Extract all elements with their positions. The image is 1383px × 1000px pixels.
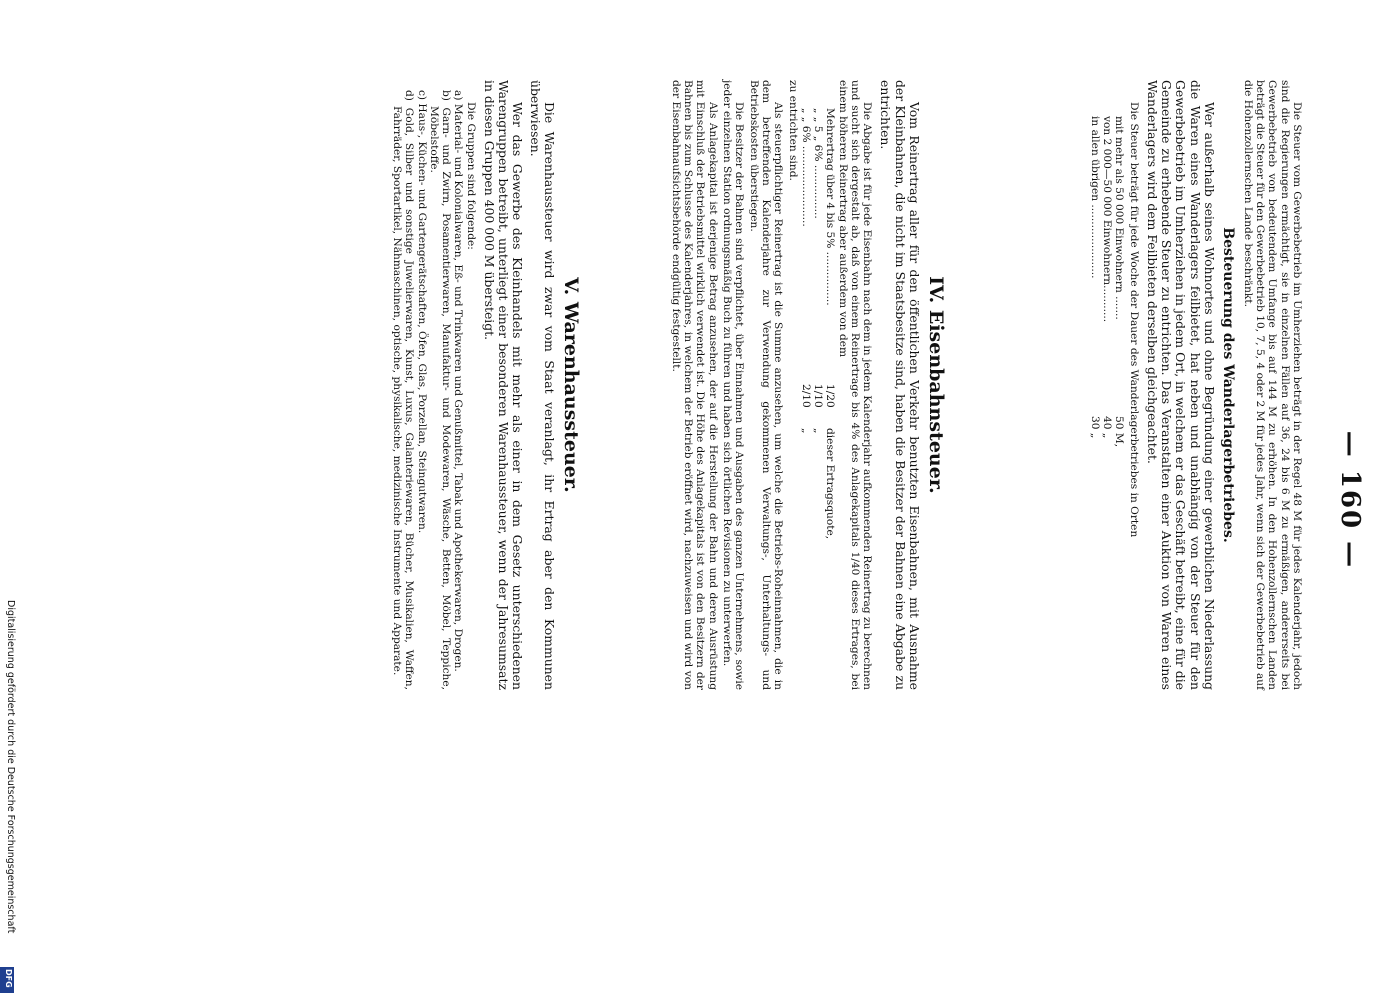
rail-rate-row: [799, 108, 811, 578]
rail-rate-value: 2/10: [799, 384, 812, 408]
credit-text: Digitalisierung gefördert durch die Deutsche Forschungsgemeinschaft: [5, 600, 16, 934]
wander-rate-table: [1089, 80, 1126, 476]
wander-rate-value: 40 „: [1101, 416, 1114, 439]
kauf-section: [391, 80, 582, 690]
rail-rate-label: Mehrertrag über 4 bis 5% ................: [824, 108, 837, 306]
rail-rate-tail: „: [812, 428, 824, 434]
wander-paragraph: Wer außerhalb seines Wohnortes und ohne Begründung einer gewerblichen Niederlassung die Waren eines Wanderlagers feilbietet, hat neben und unabhängig von der Steuer für den Gewerbebetrieb im Umherziehen in jedem Ort, in welchem er das Geschäft betreibt, eine für die Gemeinde zu erhebende Steuer zu entrichten. Das Veranstalten einer Auktion von Waren eines Wanderlagers wird dem Feilbieten derselben gleichgeachtet.: [1144, 80, 1217, 690]
rail-small-3: Als steuerpflichtiger Reinertrag ist die Summe anzusehen, um welche die Betriebs-Roheinnahmen, die in dem betreffenden Kalenderjahre zur Verwendung gekommenen Verwaltungs-, Unterhaltungs- und Betriebskosten überstiegen.: [747, 80, 785, 690]
wander-heading: Besteuerung des Wanderlagerbetriebes.: [1220, 227, 1236, 543]
wander-rate-value: 50 M,: [1113, 416, 1126, 448]
rail-rate-tail: „: [799, 428, 812, 434]
rail-small-5: Als Anlagekapital ist derjenige Betrag anzusehen, der auf die Herstellung der Bahn und deren Ausrüstung mit Einschluß der Betriebsmittel wirklich verwendet ist. Die Höhe des Anlagekapitals ist von den Besitzern der Bahnen bis zum Schlusse des Kalenderjahres, in welchem der Betrieb eröffnet wird, nachzuweisen und wird von der Eisenbahnaufsichtsbehörde endgültig festgestellt.: [669, 80, 719, 690]
dfg-logo: [0, 967, 14, 993]
rail-section: [669, 80, 947, 690]
group-item: d) Gold, Silber und sonstige Juwelierwaren, Kunst, Luxus, Galanteriewaren, Bücher, Musikalien, Waffen, Fahrräder, Sportartikel, Nähmaschinen, optische, physikalische, medizinische Instrumente und Apparate.: [391, 90, 416, 690]
rail-rate-label: „ „ 5 „ 6% ................: [812, 108, 824, 219]
intro-paragraph: [1242, 80, 1303, 690]
wander-rate-label: von 2 000—50 000 Einwohnern...........: [1101, 116, 1114, 323]
wander-rate-value: 30 „: [1088, 416, 1101, 439]
wander-rate-label: mit mehr als 50 000 Einwohnern .......: [1113, 116, 1126, 320]
group-item: b) Garn- und Zwirn, Posamentierwaren, Manufaktur- und Modewaren, Wäsche, Betten, Möbel, Teppiche, Möbelstoffe.: [427, 90, 453, 690]
rail-rate-label: „ „ 6% ........................: [799, 108, 812, 227]
wander-rate-intro: Die Steuer beträgt für jede Woche der Dauer des Wanderlagerbetriebes in Orten: [1127, 102, 1140, 538]
group-item: c) Haus-, Küchen- und Gartengerätschaften, Öfen, Glas, Porzellan, Steingutwaren.: [415, 90, 428, 534]
kauf-paragraph-1: Die Warenhaussteuer wird zwar vom Staat veranlagt, ihr Ertrag aber den Kommunen überwiesen.: [527, 80, 557, 690]
wander-rate-row: [1089, 116, 1101, 476]
rail-paragraph: Vom Reinertrag aller für den öffentlichen Verkehr benutzten Eisenbahnen, mit Ausnahme der Kleinbahnen, die nicht im Staatsbesitze sind, haben die Besitzer der Bahnen eine Abgabe zu entrichten.: [878, 80, 922, 690]
wander-section: [1089, 80, 1235, 690]
rail-rate-row: [812, 108, 824, 578]
rail-rate-value: 1/20: [824, 384, 837, 408]
rail-rate-value: 1/10: [812, 384, 824, 408]
group-item: a) Material- und Kolonialwaren, Eß- und Trinkwaren und Genußmittel, Tabak und Apothekerwaren, Drogen.: [452, 90, 465, 672]
wander-rate-row: [1101, 116, 1113, 476]
wander-rate-row: [1113, 116, 1125, 476]
rail-small-4: Die Besitzer der Bahnen sind verpflichtet, über Einnahmen und Ausgaben des ganzen Unternehmens, sowie jeder einzelnen Station ordnungsmäßig Buch zu führen und haben sich örtlichen Revisionen zu unterwerfen.: [720, 80, 746, 690]
rail-small-2: zu entrichten sind.: [787, 80, 800, 181]
rail-small-1: Die Abgabe ist für jede Eisenbahn nach dem in jedem Kalenderjahr aufkommenden Reinertrag zu berechnen und sucht sich dergestalt ab, daß von einem Reinertrage bis 4% des Anlagekapitals 1/40 dieses Ertrages, bei einem höheren Reinertrag aber außerdem von dem: [836, 80, 874, 690]
wander-rate-label: in allen übrigen ......................: [1088, 116, 1101, 279]
groups-intro: Die Gruppen sind folgende:: [464, 102, 477, 250]
kauf-heading: V. Warenhaussteuer.: [560, 277, 582, 493]
intro-text: Die Steuer vom Gewerbebetrieb im Umherziehen beträgt in der Regel 48 M für jedes Kalenderjahr, jedoch sind die Regierungen ermächtigt, sie in einzelnen Fällen auf 36, 24 bis 6 M zu ermäßigen, andererseits bei Gewerbebetrieb von bedeutendem Umfange bis auf 144 M zu erhöhen. In den Hohenzollernschen Landen beträgt die Steuer für den Gewerbebetrieb 10, 7, 5, 4 oder 2 M für jedes Jahr, wenn sich der Gewerbebetrieb auf die Hohenzollernschen Lande beschränkt.: [1241, 80, 1303, 690]
rail-heading: IV. Eisenbahnsteuer.: [925, 276, 947, 494]
rail-rate-table: [799, 80, 836, 578]
kauf-paragraph-2: Wer das Gewerbe des Kleinhandels mit mehr als einer in dem Gesetz unterschiedenen Warengruppen betreibt, unterliegt einer besonderen Warenhaussteuer, wenn der Jahresumsatz in diesen Gruppen 400 000 M übersteigt.: [481, 80, 526, 690]
groups-list: [391, 80, 465, 690]
rail-rate-tail: dieser Ertragsquote,: [824, 428, 837, 540]
page-number: — 160 —: [1335, 430, 1365, 570]
dfg-logo-text: DFG: [4, 969, 13, 988]
rail-rate-row: [824, 108, 836, 578]
